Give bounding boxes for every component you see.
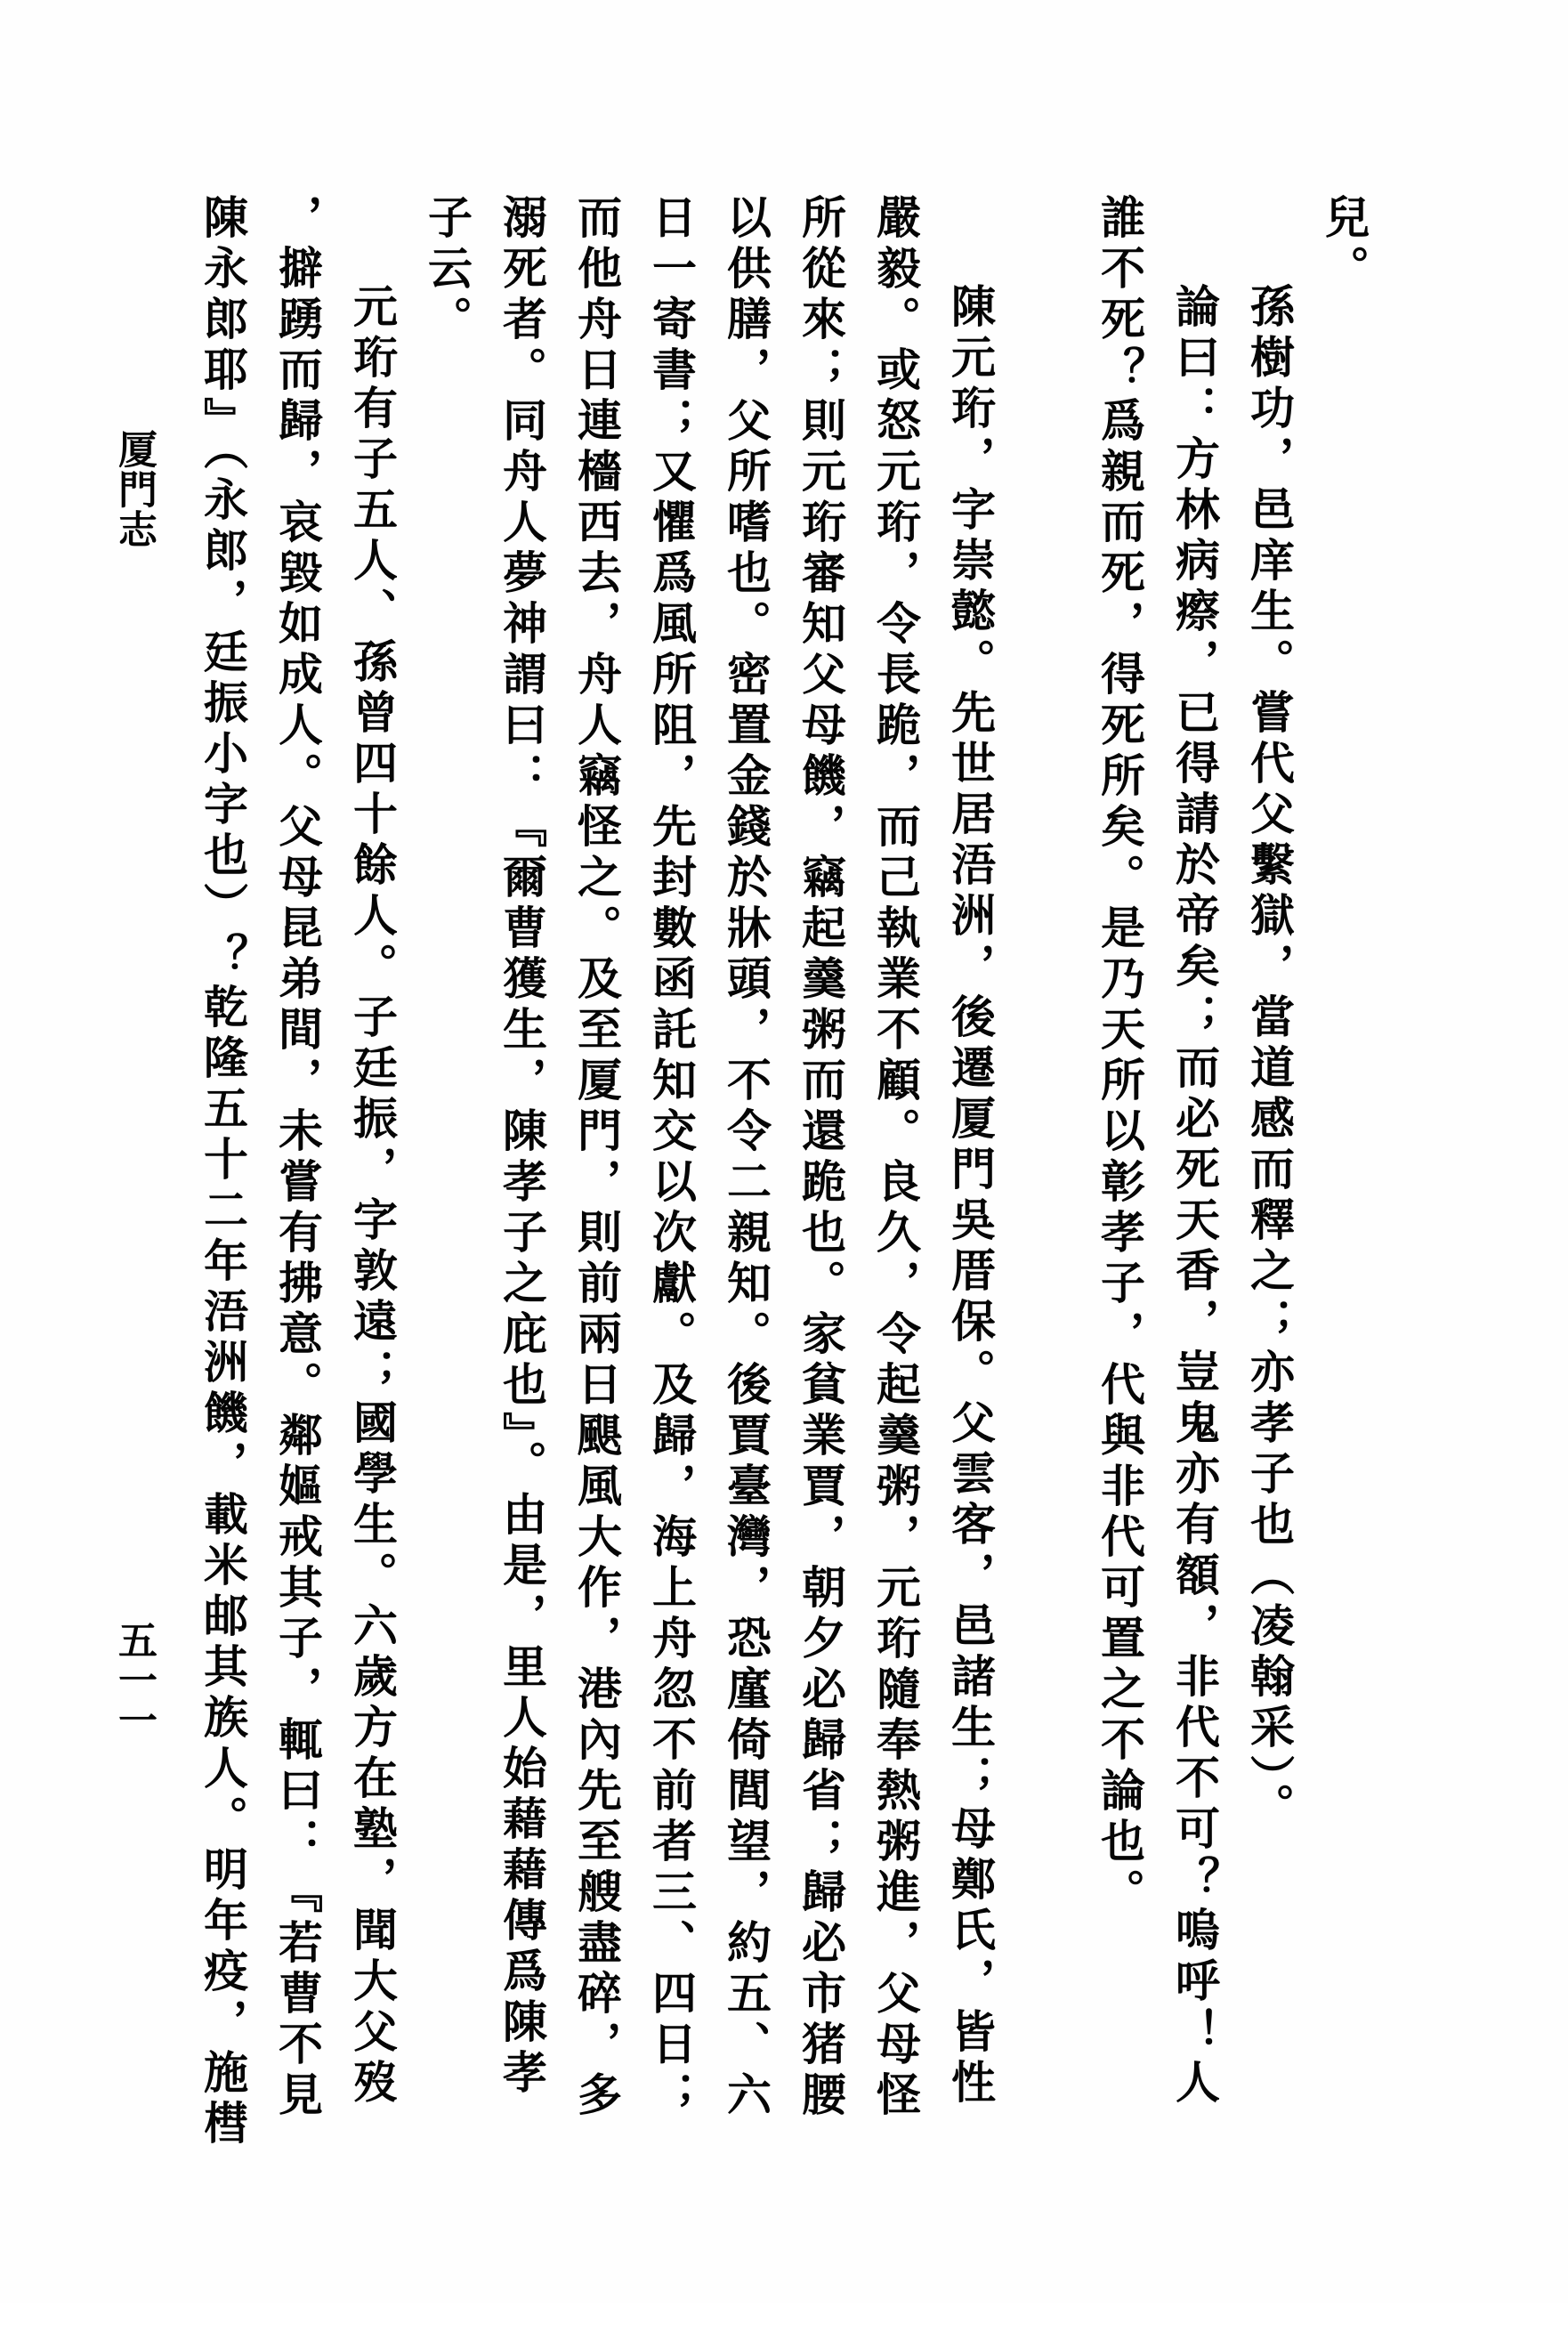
text-column-11: 而他舟日連檣西去，舟人竊怪之。及至厦門，則前兩日颶風大作，港內先至艘盡碎，多 — [571, 194, 621, 2122]
vertical-text-block — [185, 194, 1381, 2259]
text-column-9: 以供膳，父所嗜也。密置金錢於牀頭，不令二親知。後賈臺灣，恐廑倚閭望，約五、六 — [721, 194, 771, 2122]
text-column-10: 日一寄書；又懼爲風所阻，先封數函託知交以次獻。及歸，海上舟忽不前者三、四日； — [646, 194, 696, 2122]
text-column-7: 嚴毅。或怒元珩，令長跪，而己執業不顧。良久，令起羹粥，元珩隨奉熱粥進，父母怪 — [870, 194, 920, 2122]
text-column-6: 陳元珩，字崇懿。先世居浯洲，後遷厦門吳厝保。父雲客，邑諸生；母鄭氏，皆性 — [945, 283, 995, 2109]
text-column-5-blank — [1007, 194, 1082, 2259]
text-column-12: 溺死者。同舟人夢神謂曰：『爾曹獲生，陳孝子之庇也』。由是，里人始藉藉傳爲陳孝 — [497, 194, 546, 2100]
text-column-1: 兒。 — [1319, 194, 1369, 296]
text-column-4: 誰不死？爲親而死，得死所矣。是乃天所以彰孝子，代與非代可置之不論也。 — [1095, 194, 1144, 1919]
text-column-15: ，擗踴而歸，哀毀如成人。父母昆弟間，未嘗有拂意。鄰嫗戒其子，輒曰：『若曹不見 — [272, 194, 322, 2122]
text-column-3: 論曰：方林病瘵，已得請於帝矣；而必死天香，豈鬼亦有額，非代不可？嗚呼！人 — [1169, 283, 1219, 2109]
page-number-label: 五一一 — [112, 1620, 156, 1740]
text-column-2: 孫樹功，邑庠生。嘗代父繫獄，當道感而釋之；亦孝子也（凌翰采）。 — [1244, 283, 1294, 1834]
text-column-16: 陳永郎耶』（永郎，廷振小字也）？乾隆五十二年浯洲饑，載米邮其族人。明年疫，施槥 — [198, 194, 247, 2150]
text-column-13: 子云。 — [422, 194, 472, 346]
text-column-14: 元珩有子五人、孫曾四十餘人。子廷振，字敦遠；國學生。六歲方在塾，聞大父歿 — [347, 283, 397, 2109]
book-title-margin-label: 厦門志 — [112, 429, 156, 549]
text-column-8: 所從來；則元珩審知父母饑，竊起羹粥而還跪也。家貧業賈，朝夕必歸省；歸必市猪腰 — [796, 194, 845, 2122]
